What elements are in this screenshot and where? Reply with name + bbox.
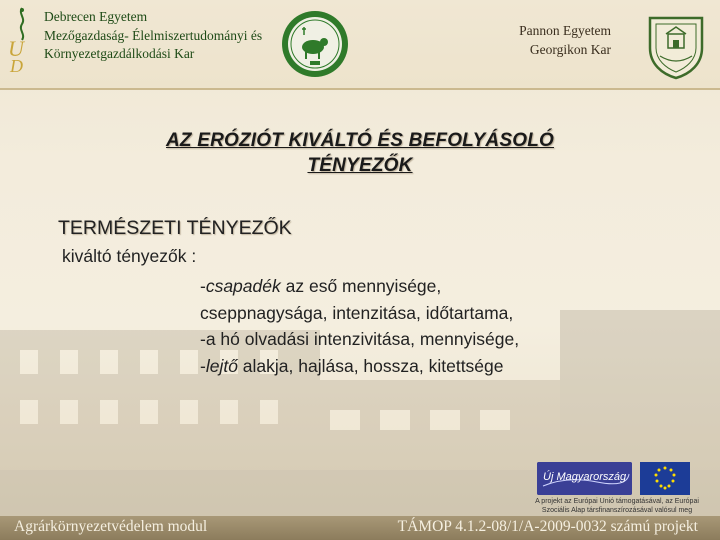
debrecen-line: Mezőgazdaság- Élelmiszertudományi és [44,27,263,43]
pannon-line: Pannon Egyetem [519,23,611,38]
list-item: -csapadék az eső mennyisége, [200,276,442,296]
svg-text:D: D [10,56,23,76]
svg-text:U: U [8,36,24,61]
title-line: AZ ERÓZIÓT KIVÁLTÓ ÉS BEFOLYÁSOLÓ [165,130,554,151]
debrecen-university-logo [4,4,40,76]
eu-flag-badge [640,462,690,495]
pannon-institution-name [511,21,611,59]
footer-band [0,516,720,540]
debrecen-institution-name [44,8,262,64]
list-item: cseppnagysága, intenzitása, időtartama, [200,302,514,323]
uj-magyarorszag-badge [537,462,632,495]
header-divider [0,88,720,90]
trigger-factors-label: kiváltó tényezők : [62,246,197,266]
debrecen-line: Debrecen Egyetem [44,9,148,24]
list-item: -a hó olvadási intenzivitása, mennyisége, [200,329,520,349]
georgikon-shield-logo [646,12,706,80]
faculty-seal-logo [280,9,350,79]
svg-text:Új Magyarország: Új Magyarország [543,471,627,483]
factor-list [200,273,519,379]
pannon-line: Georgikon Kar [529,42,611,57]
slide-title [90,128,630,178]
list-item: -lejtő alakja, hajlása, hossza, kitettsége [200,355,504,376]
project-number: TÁMOP 4.1.2-08/1/A-2009-0032 számú projekt [397,518,698,535]
title-line: TÉNYEZŐK [307,155,413,176]
module-name: Agrárkörnyezetvédelem modul [14,518,208,535]
eu-support-note: A projekt az Európai Unió támogatásával, az Európai Szociális Alap társfinanszírozásával valósul meg [535,498,699,514]
debrecen-line: Környezetgazdálkodási Kar [44,46,195,61]
header-band [0,0,720,88]
section-heading: TERMÉSZETI TÉNYEZŐK [58,217,292,239]
